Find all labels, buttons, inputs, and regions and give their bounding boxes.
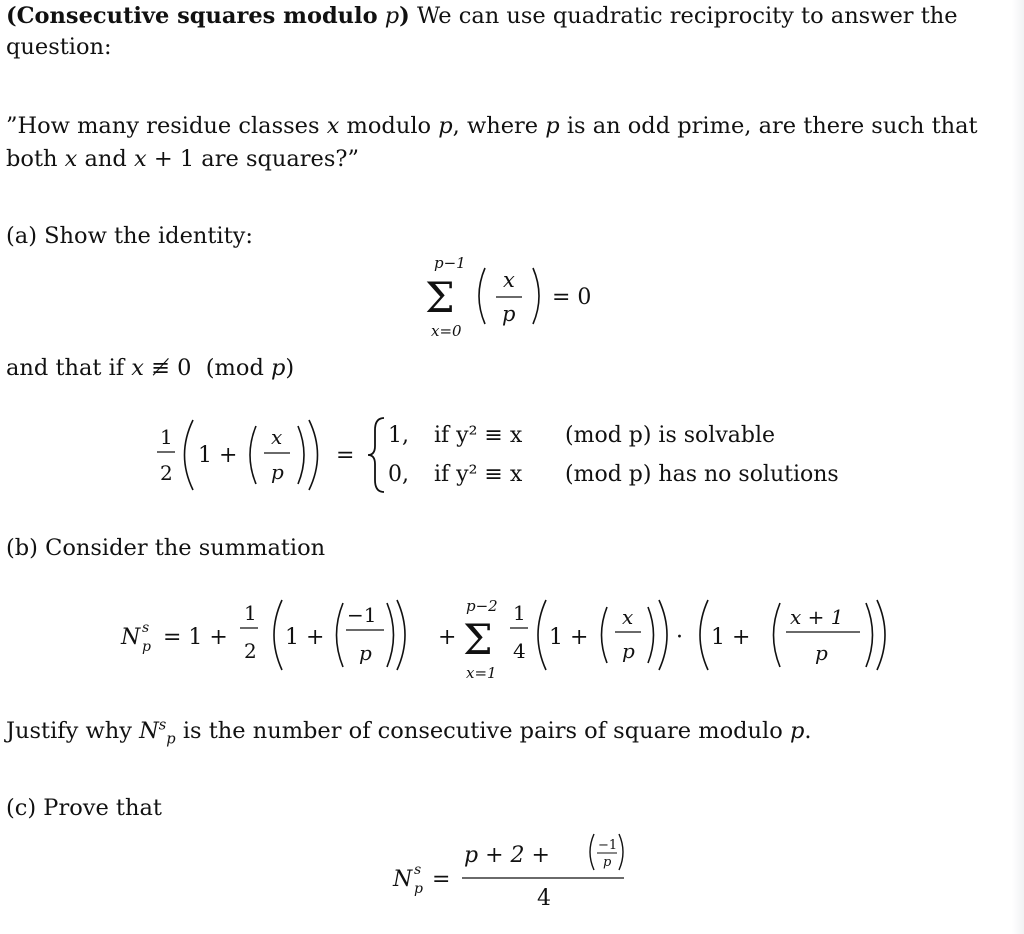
svg-text:p: p <box>359 641 372 665</box>
svg-text:Σ: Σ <box>425 273 455 322</box>
svg-text:= 1 +: = 1 + <box>163 625 228 650</box>
part-b-label: (b) Consider the summation <box>6 535 326 561</box>
svg-text:1 +: 1 + <box>198 443 238 468</box>
svg-text:if y² ≡ x: if y² ≡ x <box>434 423 523 448</box>
svg-text:Σ: Σ <box>463 615 493 664</box>
intro-text: We can use quadratic reciprocity to answer the <box>416 3 958 29</box>
svg-text:x: x <box>503 268 515 292</box>
svg-text:=: = <box>432 867 451 892</box>
svg-text:p: p <box>622 639 635 663</box>
svg-text:1: 1 <box>513 601 526 625</box>
part-b-justify: Justify why $N^s_p$ is the number of consecutive pairs of square modulo p. <box>6 716 812 748</box>
part-a-condition: and that if x ≢ 0 (mod p) <box>6 355 295 381</box>
svg-text:2: 2 <box>160 461 173 485</box>
svg-text:0,: 0, <box>388 462 409 487</box>
part-c-label: (c) Prove that <box>6 795 162 821</box>
svg-text:p: p <box>414 881 423 897</box>
svg-text:·: · <box>676 625 683 650</box>
svg-text:=: = <box>336 443 355 468</box>
svg-text:+: + <box>438 625 457 650</box>
question-line-2: both x and x + 1 are squares?” <box>6 146 359 172</box>
count-summation-equation <box>120 597 885 682</box>
svg-text:−1: −1 <box>347 603 377 627</box>
svg-text:4: 4 <box>513 639 526 663</box>
svg-text:1: 1 <box>244 601 257 625</box>
svg-text:p: p <box>271 460 284 484</box>
intro-title: (Consecutive squares modulo <box>6 3 378 29</box>
intro-line-1: (Consecutive squares modulo p) We can use quadratic reciprocity to answer the <box>6 3 958 29</box>
svg-text:1: 1 <box>160 425 173 449</box>
svg-text:p−1: p−1 <box>434 254 466 272</box>
svg-text:p + 2 +: p + 2 + <box>464 843 550 868</box>
svg-text:x: x <box>622 605 634 629</box>
svg-text:x=1: x=1 <box>466 664 497 682</box>
svg-text:(mod p) is solvable: (mod p) is solvable <box>565 423 775 448</box>
closed-form-equation <box>392 834 624 911</box>
svg-text:p: p <box>142 639 151 655</box>
svg-text:p: p <box>502 302 516 326</box>
svg-text:s: s <box>142 620 150 636</box>
svg-text:1 +: 1 + <box>711 625 751 650</box>
svg-text:−1: −1 <box>598 838 618 853</box>
svg-text:1 +: 1 + <box>285 625 325 650</box>
legendre-sum-equation <box>425 254 591 340</box>
svg-text:1,: 1, <box>388 423 409 448</box>
svg-text:(mod p) has no solutions: (mod p) has no solutions <box>565 462 839 487</box>
svg-text:4: 4 <box>537 886 551 911</box>
svg-text:p−2: p−2 <box>466 597 498 615</box>
svg-text:= 0: = 0 <box>552 285 592 310</box>
svg-text:1 +: 1 + <box>549 625 589 650</box>
svg-text:N: N <box>393 867 413 892</box>
svg-text:s: s <box>414 862 422 878</box>
part-a-label: (a) Show the identity: <box>6 223 253 249</box>
svg-text:x: x <box>271 425 283 449</box>
indicator-equation <box>157 418 839 492</box>
svg-text:p: p <box>603 855 612 870</box>
svg-text:p: p <box>815 641 828 665</box>
svg-text:2: 2 <box>244 639 257 663</box>
svg-text:if y² ≡ x: if y² ≡ x <box>434 462 523 487</box>
question-line-1: ”How many residue classes x modulo p, where p is an odd prime, are there such that <box>6 113 978 139</box>
intro-line-2: question: <box>6 34 112 60</box>
svg-text:x=0: x=0 <box>431 322 462 340</box>
svg-text:x + 1: x + 1 <box>790 605 844 629</box>
svg-text:N: N <box>121 625 141 650</box>
